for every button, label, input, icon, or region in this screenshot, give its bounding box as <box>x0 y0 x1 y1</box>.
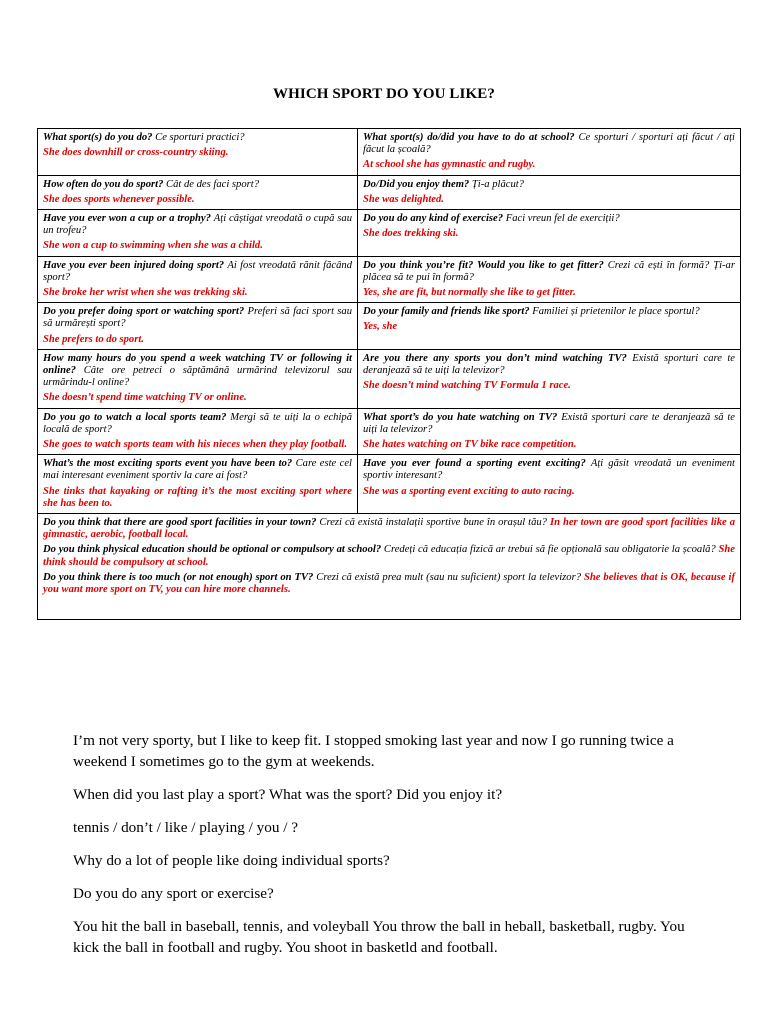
paragraph: I’m not very sporty, but I like to keep fit. I stopped smoking last year and now I go running twice a weekend I sometimes go to the gym at weekends. <box>73 732 674 770</box>
paragraph: Do you do any sport or exercise? <box>73 885 274 902</box>
table-cell <box>358 408 741 455</box>
answer-text: She doesn’t spend time watching TV or online. <box>43 392 247 404</box>
question-text: Do you think physical education should be optional or compulsory at school? <box>43 544 382 556</box>
table-row <box>38 303 741 350</box>
question-text: Have you ever found a sporting event exciting? <box>363 458 586 470</box>
paragraph: When did you last play a sport? What was the sport? Did you enjoy it? <box>73 786 503 803</box>
table-cell <box>38 303 358 350</box>
translation-text: Există sporturi care te deranjează să te uiți la televizor? <box>363 352 735 377</box>
translation-text: Faci vreun fel de exerciții? <box>505 213 620 225</box>
exercise-text <box>73 730 713 970</box>
table-cell <box>358 303 741 350</box>
answer-text: She won a cup to swimming when she was a child. <box>43 240 263 252</box>
translation-text: Crezi că există instalații sportive bune în orașul tău? <box>319 517 547 529</box>
answer-text: She hates watching on TV bike race competition. <box>363 439 577 451</box>
table-cell <box>38 349 358 408</box>
question-text: How often do you do sport? <box>43 178 164 190</box>
question-text: What sport’s do you hate watching on TV? <box>363 411 558 423</box>
table-cell <box>38 408 358 455</box>
question-text: Do/Did you enjoy them? <box>363 178 470 190</box>
translation-text: Ți-a plăcut? <box>471 178 524 190</box>
translation-text: Ați găsit vreodată un eveniment sportiv interesant? <box>363 458 735 482</box>
translation-text: Care este cel mai interesant eveniment sportiv la care ai fost? <box>43 458 352 482</box>
translation-text: Crezi că ești în formă? Ți-ar plăcea să te pui în formă? <box>363 259 735 283</box>
page-title: WHICH SPORT DO YOU LIKE? <box>273 86 495 102</box>
table-cell <box>38 455 358 514</box>
question-text: Do you prefer doing sport or watching sport? <box>43 306 245 318</box>
question-text: Have you ever been injured doing sport? <box>43 259 225 271</box>
question-text: How many hours do you spend a week watching TV or following it online? <box>43 352 352 377</box>
question-paragraph <box>43 544 735 568</box>
answer-text: She does trekking ski. <box>363 228 459 240</box>
question-text: Do you do any kind of exercise? <box>363 213 504 225</box>
answer-text: She believes that is OK, because if you want more sport on TV, you can hire more channels. <box>43 571 735 596</box>
answer-text: Yes, she are fit, but normally she like to get fitter. <box>363 287 576 299</box>
table-cell <box>38 210 358 257</box>
table-row <box>38 455 741 514</box>
table-row <box>38 349 741 408</box>
translation-text: Ce sporturi / sporturi ați făcut / ați făcut la școală? <box>363 132 735 156</box>
answer-text: She was delighted. <box>363 193 444 205</box>
translation-text: Există sporturi care te deranjează să te uiți la televizor? <box>363 411 735 435</box>
table-cell <box>358 175 741 209</box>
translation-text: Ați câștigat vreodată o cupă sau un trofeu? <box>43 213 352 237</box>
answer-text: She does sports whenever possible. <box>43 193 195 205</box>
table-cell-full <box>38 514 741 620</box>
translation-text: Cât de des faci sport? <box>166 178 260 190</box>
table-cell <box>358 349 741 408</box>
table-row-full <box>38 514 741 620</box>
translation-text: Mergi să te uiți la o echipă locală de sport? <box>43 411 352 435</box>
table-row <box>38 175 741 209</box>
question-text: What’s the most exciting sports event you have been to? <box>43 458 293 470</box>
paragraph: tennis / don’t / like / playing / you / ? <box>73 819 298 836</box>
translation-text: Câte ore petreci o săptămână urmărind televizorul sau urmărindu-l online? <box>43 365 352 389</box>
answer-text: She doesn’t mind watching TV Formula 1 race. <box>363 380 571 392</box>
answer-text: She prefers to do sport. <box>43 333 144 345</box>
translation-text: Familiei și prietenilor le place sportul? <box>532 306 700 318</box>
table-row <box>38 210 741 257</box>
answer-text: She was a sporting event exciting to auto racing. <box>363 485 575 497</box>
answer-text: She broke her wrist when she was trekking ski. <box>43 287 248 299</box>
question-text: Do you think you’re fit? Would you like to get fitter? <box>363 259 604 271</box>
answer-text: In her town are good sport facilities like a gimnastic, aerobic, football local. <box>43 517 735 541</box>
answer-text: At school she has gymnastic and rugby. <box>363 159 536 171</box>
table-cell <box>358 210 741 257</box>
answer-text: She does downhill or cross-country skiing. <box>43 147 229 159</box>
table-cell <box>38 175 358 209</box>
translation-text: Credeți că educația fizică ar trebui să fie opțională sau obligatorie la școală? <box>383 544 716 556</box>
translation-text: Ai fost vreodată rănit făcând sport? <box>43 259 353 283</box>
question-text: Are you there any sports you don’t mind watching TV? <box>363 352 627 364</box>
question-text: Do you go to watch a local sports team? <box>43 411 227 423</box>
paragraph: Why do a lot of people like doing individual sports? <box>73 852 390 869</box>
table-row <box>38 129 741 176</box>
question-text: What sport(s) do/did you have to do at school? <box>363 132 575 143</box>
translation-text: Preferi să faci sport sau să urmărești sport? <box>43 306 353 330</box>
question-paragraph <box>43 572 735 596</box>
question-text: Do your family and friends like sport? <box>363 306 530 318</box>
answer-text: She think should be compulsory at school. <box>43 544 735 568</box>
table-row <box>38 408 741 455</box>
paragraph: You hit the ball in baseball, tennis, and voleyball You throw the ball in heball, basketball, rugby. You kick the ball in football and rugby. You shoot in basketld and football. <box>73 918 685 956</box>
table-cell <box>38 129 358 176</box>
question-paragraph <box>43 517 735 541</box>
question-text: Have you ever won a cup or a trophy? <box>43 213 211 225</box>
table-cell <box>38 256 358 303</box>
answer-text: She goes to watch sports team with his nieces when they play football. <box>43 439 348 451</box>
table-cell <box>358 129 741 176</box>
table-row <box>38 256 741 303</box>
translation-text: Crezi că există prea mult (sau nu suficient) sport la televizor? <box>316 571 582 583</box>
question-text: What sport(s) do you do? <box>43 132 153 143</box>
table-cell <box>358 256 741 303</box>
question-text: Do you think there is too much (or not enough) sport on TV? <box>43 571 314 583</box>
questions-table <box>37 128 741 620</box>
table-cell <box>358 455 741 514</box>
answer-text: Yes, she <box>363 321 398 333</box>
question-text: Do you think that there are good sport facilities in your town? <box>43 517 317 529</box>
answer-text: She tinks that kayaking or rafting it’s the most exciting sport where she has been to. <box>43 485 352 509</box>
translation-text: Ce sporturi practici? <box>155 132 245 143</box>
